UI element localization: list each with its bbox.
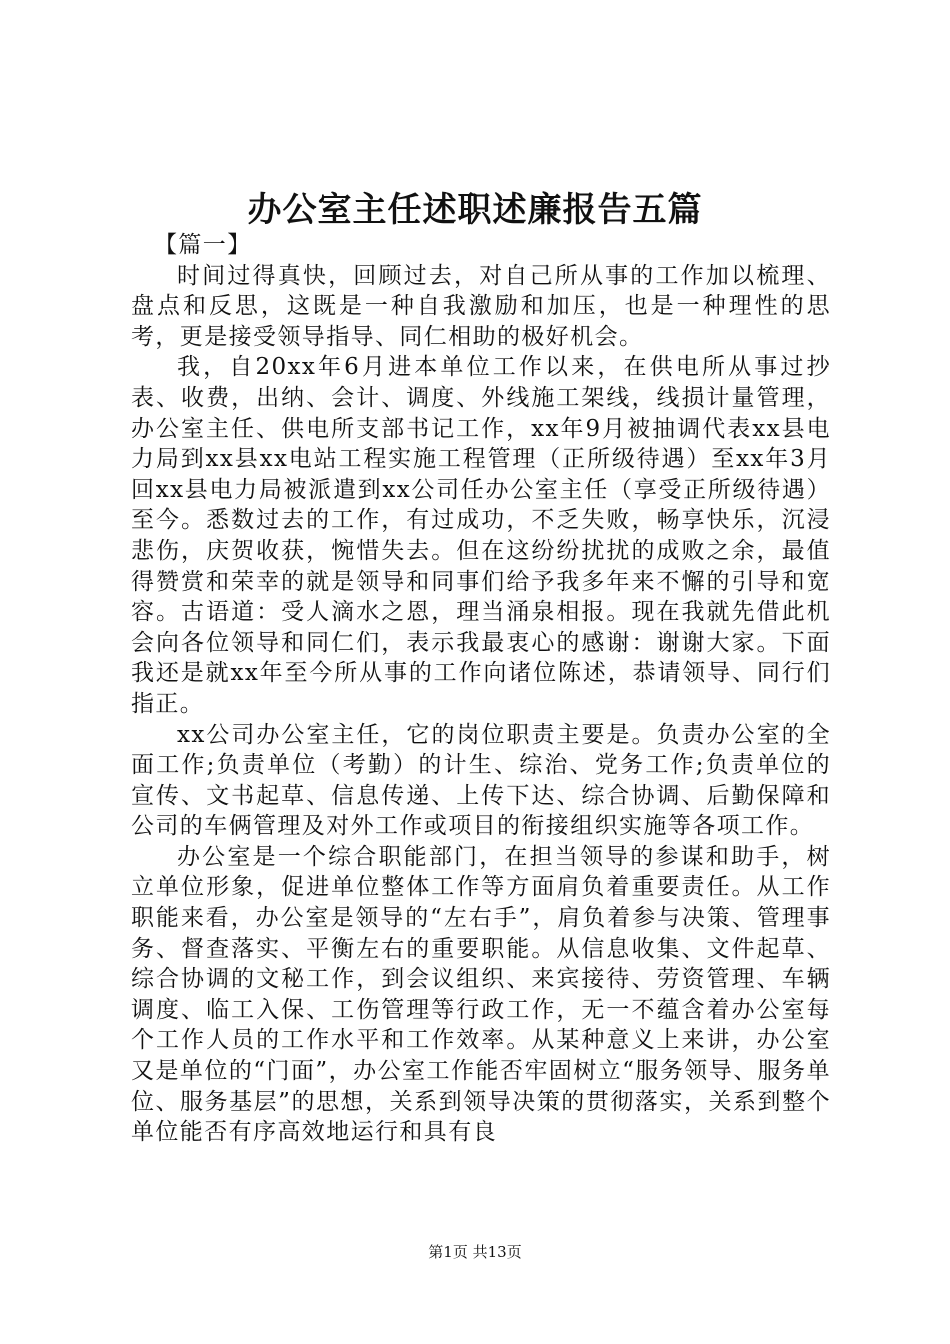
paragraph-intro: 时间过得真快，回顾过去，对自己所从事的工作加以梳理、盘点和反思，这既是一种自我激励和加压，也是一种理性的思考，更是接受领导指导、同仁相助的极好机会。 <box>131 262 831 350</box>
document-title: 办公室主任述职述廉报告五篇 <box>247 190 703 230</box>
page-number-footer: 第1页 共13页 <box>428 1243 522 1261</box>
paragraph-job-duties: xx公司办公室主任，它的岗位职责主要是。负责办公室的全面工作;负责单位（考勤）的计生、综治、党务工作;负责单位的宣传、文书起草、信息传递、上传下达、综合协调、后勤保障和公司的车俩管理及对外工作或项目的衔接组织实施等各项工作。 <box>131 721 831 840</box>
paragraph-work-history: 我，自20xx年6月进本单位工作以来，在供电所从事过抄表、收费，出纳、会计、调度、外线施工架线，线损计量管理，办公室主任、供电所支部书记工作，xx年9月被抽调代表xx县电力局到xx县xx电站工程实施工程管理（正所级待遇）至xx年3月回xx县电力局被派遣到xx公司任办公室主任（享受正所级待遇）至今。悉数过去的工作，有过成功，不乏失败，畅享快乐，沉浸悲伤，庆贺收获，惋惜失去。但在这纷纷扰扰的成败之余，最值得赞赏和荣幸的就是领导和同事们给予我多年来不懈的引导和宽容。古语道：受人滴水之恩，理当涌泉相报。现在我就先借此机会向各位领导和同仁们，表示我最衷心的感谢：谢谢大家。下面我还是就xx年至今所从事的工作向诸位陈述，恭请领导、同行们指正。 <box>131 354 831 717</box>
document-body <box>131 230 831 1148</box>
paragraph-office-role: 办公室是一个综合职能部门，在担当领导的参谋和助手，树立单位形象，促进单位整体工作等方面肩负着重要责任。从工作职能来看，办公室是领导的“左右手”，肩负着参与决策、管理事务、督查落实、平衡左右的重要职能。从信息收集、文件起草、综合协调的文秘工作，到会议组织、来宾接待、劳资管理、车辆调度、临工入保、工伤管理等行政工作，无一不蕴含着办公室每个工作人员的工作水平和工作效率。从某种意义上来讲，办公室又是单位的“门面”，办公室工作能否牢固树立“服务领导、服务单位、服务基层”的思想，关系到领导决策的贯彻落实，关系到整个单位能否有序高效地运行和具有良 <box>131 843 831 1146</box>
section-label: 【篇一】 <box>154 232 252 258</box>
